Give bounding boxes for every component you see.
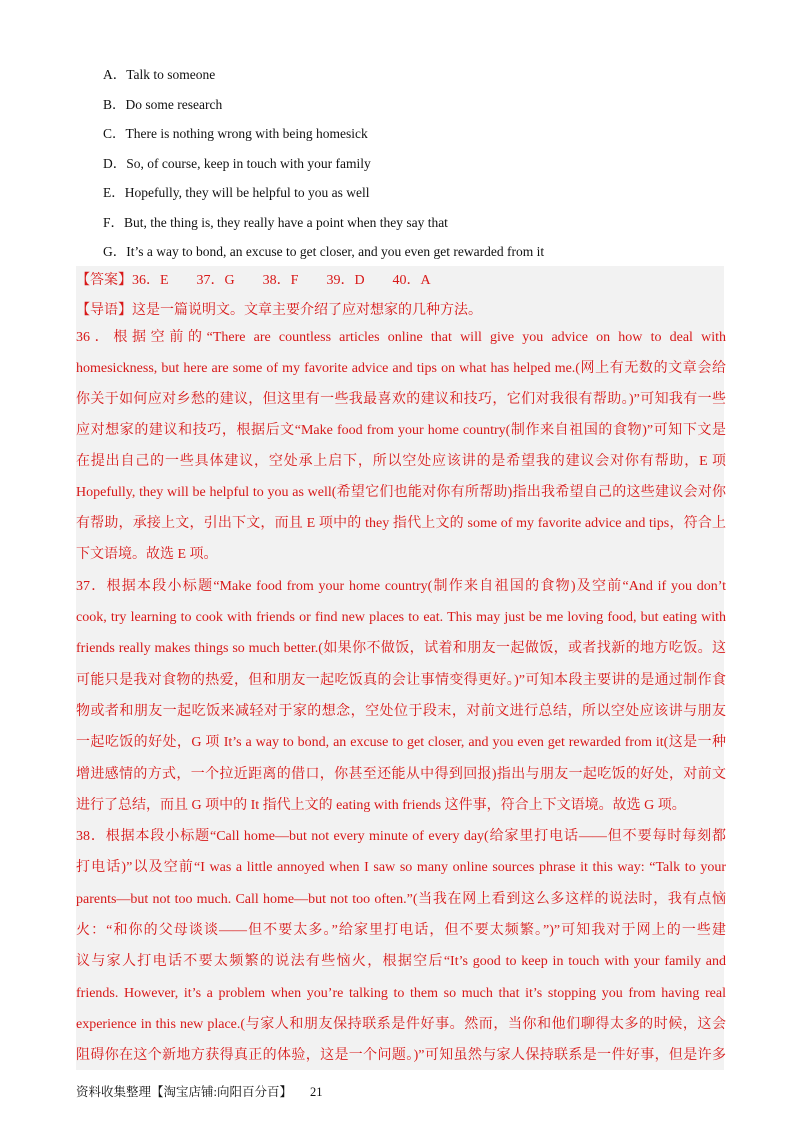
analysis-line: 火：“和你的父母谈谈——但不要太多。”给家里打电话，但不要太频繁。”)”可知我对于网上的一些建 bbox=[76, 923, 726, 938]
option-a: A．Talk to someone bbox=[103, 67, 216, 82]
analysis-line: cook, try learning to cook with friends or find new places to eat. This may just be me loving food, but eating with bbox=[76, 610, 726, 625]
footer-source: 资料收集整理【淘宝店铺:向阳百分百】 bbox=[76, 1085, 292, 1099]
analysis-line: experience in this new place.(与家人和朋友保持联系是件好事。然而，当你和他们聊得太多的时候，这会 bbox=[76, 1017, 726, 1032]
analysis-line: 阻碍你在这个新地方获得真正的体验，这是一个问题。)”可知虽然与家人保持联系是一件好事，但是许多 bbox=[76, 1048, 726, 1063]
analysis-line: 在提出自己的一些具体建议，空处承上启下，所以空处应该讲的是希望我的建议会对你有帮助，E 项 bbox=[76, 454, 726, 469]
option-c: C．There is nothing wrong with being homesick bbox=[103, 126, 368, 141]
page-number: 21 bbox=[309, 1085, 323, 1099]
analysis-line: homesickness, but here are some of my favorite advice and tips on what has helped me.(网上有无数的文章会给 bbox=[76, 361, 726, 376]
analysis-line: Hopefully, they will be helpful to you as well(希望它们也能对你有所帮助)指出我希望自己的这些建议会对你 bbox=[76, 485, 726, 500]
analysis-line: 有帮助，承接上文，引出下文，而且 E 项中的 they 指代上文的 some of my favorite advice and tips，符合上 bbox=[76, 516, 726, 531]
analysis-line: 你关于如何应对乡愁的建议，但这里有一些我最喜欢的建议和技巧，它们对我很有帮助。)”可知我有一些 bbox=[76, 392, 726, 407]
analysis-line: friends really makes things so much better.(如果你不做饭，试着和朋友一起做饭，或者找新的地方吃饭。这 bbox=[76, 641, 726, 656]
analysis-line: 打电话)”以及空前“I was a little annoyed when I saw so many online sources phrase it this way: “Talk to your bbox=[76, 860, 726, 875]
analysis-line: 应对想家的建议和技巧，根据后文“Make food from your home country(制作来自祖国的食物)”可知下文是 bbox=[76, 423, 726, 438]
option-e: E．Hopefully, they will be helpful to you as well bbox=[103, 185, 370, 200]
analysis-line: 物或者和朋友一起吃饭来减轻对于家的想念，空处位于段末，对前文进行总结，所以空处应该讲与朋友 bbox=[76, 704, 726, 719]
analysis-line: 38．根据本段小标题“Call home—but not every minute of every day(给家里打电话——但不要每时每刻都 bbox=[76, 829, 726, 844]
analysis-line: 下文语境。故选 E 项。 bbox=[76, 547, 218, 562]
analysis-line: 37．根据本段小标题“Make food from your home country(制作来自祖国的食物)及空前“And if you don’t bbox=[76, 579, 726, 594]
answer-key: 【答案】36．E 37．G 38．F 39．D 40．A bbox=[76, 273, 431, 288]
answer-analysis bbox=[76, 266, 724, 1070]
guide-text: 【导语】这是一篇说明文。文章主要介绍了应对想家的几种方法。 bbox=[76, 303, 482, 318]
analysis-line: 议与家人打电话不要太频繁的说法有些恼火，根据空后“It’s good to keep in touch with your family and bbox=[76, 954, 726, 969]
answer-options bbox=[103, 60, 743, 267]
analysis-line: 进行了总结，而且 G 项中的 It 指代上文的 eating with friends 这件事，符合上下文语境。故选 G 项。 bbox=[76, 798, 686, 813]
page-footer bbox=[76, 1082, 322, 1100]
option-b: B．Do some research bbox=[103, 96, 223, 112]
analysis-line: 一起吃饭的好处，G 项 It’s a way to bond, an excuse to get closer, and you even get rewarded from it(这是一种 bbox=[76, 735, 726, 750]
option-d: D．So, of course, keep in touch with your family bbox=[103, 155, 371, 171]
analysis-line: parents—but not too much. Call home—but not too often.”(当我在网上看到这么多这样的说法时，我有点恼 bbox=[76, 892, 726, 907]
analysis-line: 增进感情的方式，一个拉近距离的借口，你甚至还能从中得到回报)指出与朋友一起吃饭的好处，对前文 bbox=[76, 767, 726, 782]
option-g: G．It’s a way to bond, an excuse to get closer, and you even get rewarded from it bbox=[103, 244, 545, 259]
analysis-line: 36．根据空前的“There are countless articles online that will give you advice on how to deal with bbox=[76, 330, 726, 345]
analysis-line: 可能只是我对食物的热爱，但和朋友一起吃饭真的会让事情变得更好。)”可知本段主要讲的是通过制作食 bbox=[76, 673, 726, 688]
analysis-line: friends. However, it’s a problem when you’re talking to them so much that it’s stopping you from having real bbox=[76, 986, 726, 1001]
option-f: F．But, the thing is, they really have a point when they say that bbox=[103, 214, 448, 230]
